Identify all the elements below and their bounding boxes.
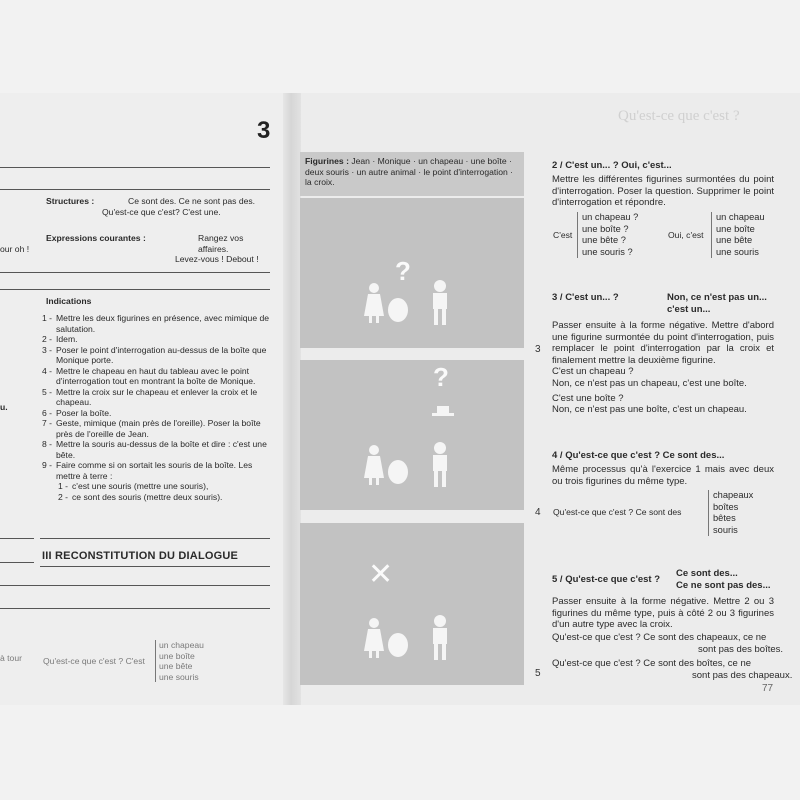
- expressions-lines: [150, 233, 268, 265]
- plural-choices: [708, 490, 753, 536]
- structures-line: Qu'est-ce que c'est? C'est une.: [102, 206, 221, 217]
- item-number: 2 -: [42, 334, 53, 344]
- exercise-5-line: sont pas des chapeaux.: [692, 670, 793, 681]
- panel-number: 4: [535, 507, 541, 518]
- indication-item: [42, 408, 270, 419]
- c-est-label: C'est: [553, 230, 573, 240]
- indication-item: [42, 334, 270, 345]
- exercise-5-title: 5 / Qu'est-ce que c'est ?: [552, 574, 660, 585]
- rule-line: [0, 289, 270, 290]
- exercise-4-title: 4 / Qu'est-ce que c'est ? Ce sont des...: [552, 450, 725, 461]
- question-mark-figure: ?: [395, 256, 411, 286]
- rule-line: [40, 538, 270, 539]
- item-number: 1 -: [42, 313, 53, 323]
- rule-line: [0, 538, 34, 539]
- rule-line: [0, 562, 34, 563]
- rule-line: [0, 272, 270, 273]
- illustration-panel: [300, 360, 524, 510]
- indication-item: [42, 345, 270, 366]
- exercise-3-body: Passer ensuite à la forme négative. Mettre d'abord une figurine surmontée du point d'interrogation, puis remplacer le point d'interrogation par la croix et finalement mettre la deuxième figurine.: [552, 320, 774, 366]
- choice: une souris: [716, 246, 759, 257]
- item-number: 9 -: [42, 460, 53, 470]
- item-text: ce sont des souris (mettre deux souris).: [72, 491, 223, 502]
- choice: une bête: [159, 661, 193, 671]
- item-text: Mettre le chapeau en haut du tableau avec le point d'interrogation tout en montrant la boîte de Monique.: [56, 365, 256, 386]
- indications-list: [42, 313, 270, 502]
- exercise-5-title-right-1: Ce sont des...: [676, 568, 738, 579]
- item-text: Geste, mimique (main près de l'oreille). Poser la boîte près de l'oreille de Jean.: [56, 418, 261, 439]
- figurines-text: Jean · Monique · un chapeau · une boîte · deux souris · un autre animal · le point d'interrogation · la croix.: [305, 156, 513, 187]
- rule-line: [0, 167, 270, 168]
- choice: bêtes: [713, 513, 736, 523]
- item-text: c'est une souris (mettre une souris),: [72, 481, 209, 491]
- panel-number: 3: [535, 344, 541, 355]
- monique-with-box-figure: [362, 615, 412, 660]
- cut-text: our oh !: [0, 244, 30, 254]
- item-text: Idem.: [56, 334, 78, 344]
- choice: un chapeau: [159, 640, 204, 650]
- cross-figure: ✕: [368, 558, 394, 591]
- indication-item: [42, 387, 270, 408]
- exercise-5-line: Qu'est-ce que c'est ? Ce sont des boîtes, ce ne: [552, 658, 752, 669]
- rule-line: [0, 608, 270, 609]
- choice: une bête ?: [582, 235, 626, 245]
- item-number: 3 -: [42, 344, 53, 355]
- lesson-number: 3: [257, 117, 271, 144]
- choice: une boîte: [716, 223, 755, 234]
- exercise-3-a2: Non, ce n'est pas une boîte, c'est un chapeau.: [552, 404, 747, 415]
- exercise-3-title-right: Non, ce n'est pas un... c'est un...: [667, 292, 767, 315]
- rule-line: [0, 189, 270, 190]
- choice: une boîte ?: [582, 223, 629, 234]
- exercise-5-body: Passer ensuite à la forme négative. Mettre 2 ou 3 figurines du même type, puis à côté 2 ou 3 figurines d'un autre type avec la croix.: [552, 596, 774, 630]
- indications-title: Indications: [46, 296, 92, 306]
- question-mark-figure: ?: [433, 362, 449, 392]
- indication-item: [42, 439, 270, 460]
- structures-lines: [102, 196, 278, 217]
- jean-figure: [428, 440, 452, 488]
- figurines-label: Figurines :: [305, 156, 349, 166]
- choice: souris: [713, 524, 738, 535]
- monique-with-box-figure: [362, 442, 412, 487]
- exercise-3-a1: Non, ce n'est pas un chapeau, c'est une boîte.: [552, 378, 747, 389]
- item-number: 2 -: [58, 491, 69, 502]
- hat-figure: [430, 404, 456, 418]
- illustration-panel: [300, 523, 524, 685]
- illustration-panel: [300, 198, 524, 348]
- oui-label: Oui, c'est: [668, 230, 704, 240]
- item-number: 4 -: [42, 365, 53, 376]
- exercise-3-q2: C'est une boîte ?: [552, 393, 624, 404]
- item-text: Poser la boîte.: [56, 407, 112, 418]
- exercise-5-title-right-2: Ce ne sont pas des...: [676, 580, 771, 591]
- exercise-5-line: sont pas des boîtes.: [698, 644, 784, 655]
- dialogue-question: Qu'est-ce que c'est ? C'est: [43, 656, 145, 666]
- figurines-box: [300, 152, 524, 196]
- item-text: Mettre les deux figurines en présence, avec mimique de salutation.: [56, 313, 270, 334]
- item-number: 6 -: [42, 407, 53, 418]
- show-through-title: Qu'est-ce que c'est ?: [618, 108, 740, 124]
- cut-text: u.: [0, 402, 8, 412]
- exercise-3-q1: C'est un chapeau ?: [552, 366, 634, 377]
- jean-figure: [428, 278, 452, 326]
- choice: un chapeau ?: [582, 212, 639, 222]
- indication-item: [42, 460, 270, 481]
- rule-line: [40, 566, 270, 567]
- choice: boîtes: [713, 501, 739, 512]
- choice: un chapeau: [716, 212, 765, 222]
- choice: une souris ?: [582, 246, 633, 257]
- item-number: 7 -: [42, 418, 53, 428]
- dialogue-choices: [155, 640, 204, 682]
- expressions-line: Rangez vos affaires.: [198, 233, 244, 254]
- indication-item: [42, 313, 270, 334]
- indication-item: [42, 366, 270, 387]
- answer-choices: [711, 212, 765, 258]
- exercise-3-title: 3 / C'est un... ?: [552, 292, 619, 303]
- item-text: Mettre la croix sur le chapeau et enlever la croix et le chapeau.: [56, 386, 258, 407]
- expressions-label: Expressions courantes :: [46, 233, 146, 243]
- cut-text: à tour: [0, 653, 22, 663]
- exercise-4-body: Même processus qu'à l'exercice 1 mais avec deux ou trois figurines du même type.: [552, 464, 774, 487]
- jean-figure: [428, 613, 452, 661]
- indication-subitem: [42, 492, 270, 503]
- item-number: 1 -: [58, 481, 69, 491]
- structures-label: Structures :: [46, 196, 95, 206]
- item-number: 8 -: [42, 439, 53, 449]
- page-number: 77: [762, 683, 774, 694]
- item-text: Mettre la souris au-dessus de la boîte et dire : c'est une bête.: [56, 439, 267, 460]
- choice: chapeaux: [713, 490, 754, 500]
- item-text: Faire comme si on sortait les souris de la boîte. Les mettre à terre :: [56, 460, 253, 481]
- choice: une bête: [716, 235, 753, 245]
- exercise-2-title: 2 / C'est un... ? Oui, c'est...: [552, 160, 672, 171]
- exercise-4-question: Qu'est-ce que c'est ? Ce sont des: [553, 507, 682, 517]
- panel-number: 5: [535, 668, 541, 679]
- exercise-5-line: Qu'est-ce que c'est ? Ce sont des chapeaux, ce ne: [552, 632, 767, 643]
- indication-subitem: [42, 481, 270, 492]
- expressions-line: Levez-vous ! Debout !: [175, 254, 259, 264]
- question-choices: [577, 212, 638, 258]
- item-number: 5 -: [42, 386, 53, 397]
- choice: une boîte: [159, 650, 195, 661]
- indication-item: [42, 418, 270, 439]
- structures-line: Ce sont des. Ce ne sont pas des.: [128, 196, 256, 206]
- book-gutter: [283, 93, 301, 705]
- rule-line: [0, 585, 270, 586]
- exercise-2-body: Mettre les différentes figurines surmontées du point d'interrogation. Poser la question. Supprimer le point d'interrogation et répondre.: [552, 174, 774, 208]
- section-title: III RECONSTITUTION DU DIALOGUE: [42, 550, 239, 562]
- choice: une souris: [159, 671, 199, 682]
- item-text: Poser le point d'interrogation au-dessus de la boîte que Monique porte.: [56, 344, 267, 365]
- monique-with-box-figure: [362, 280, 412, 325]
